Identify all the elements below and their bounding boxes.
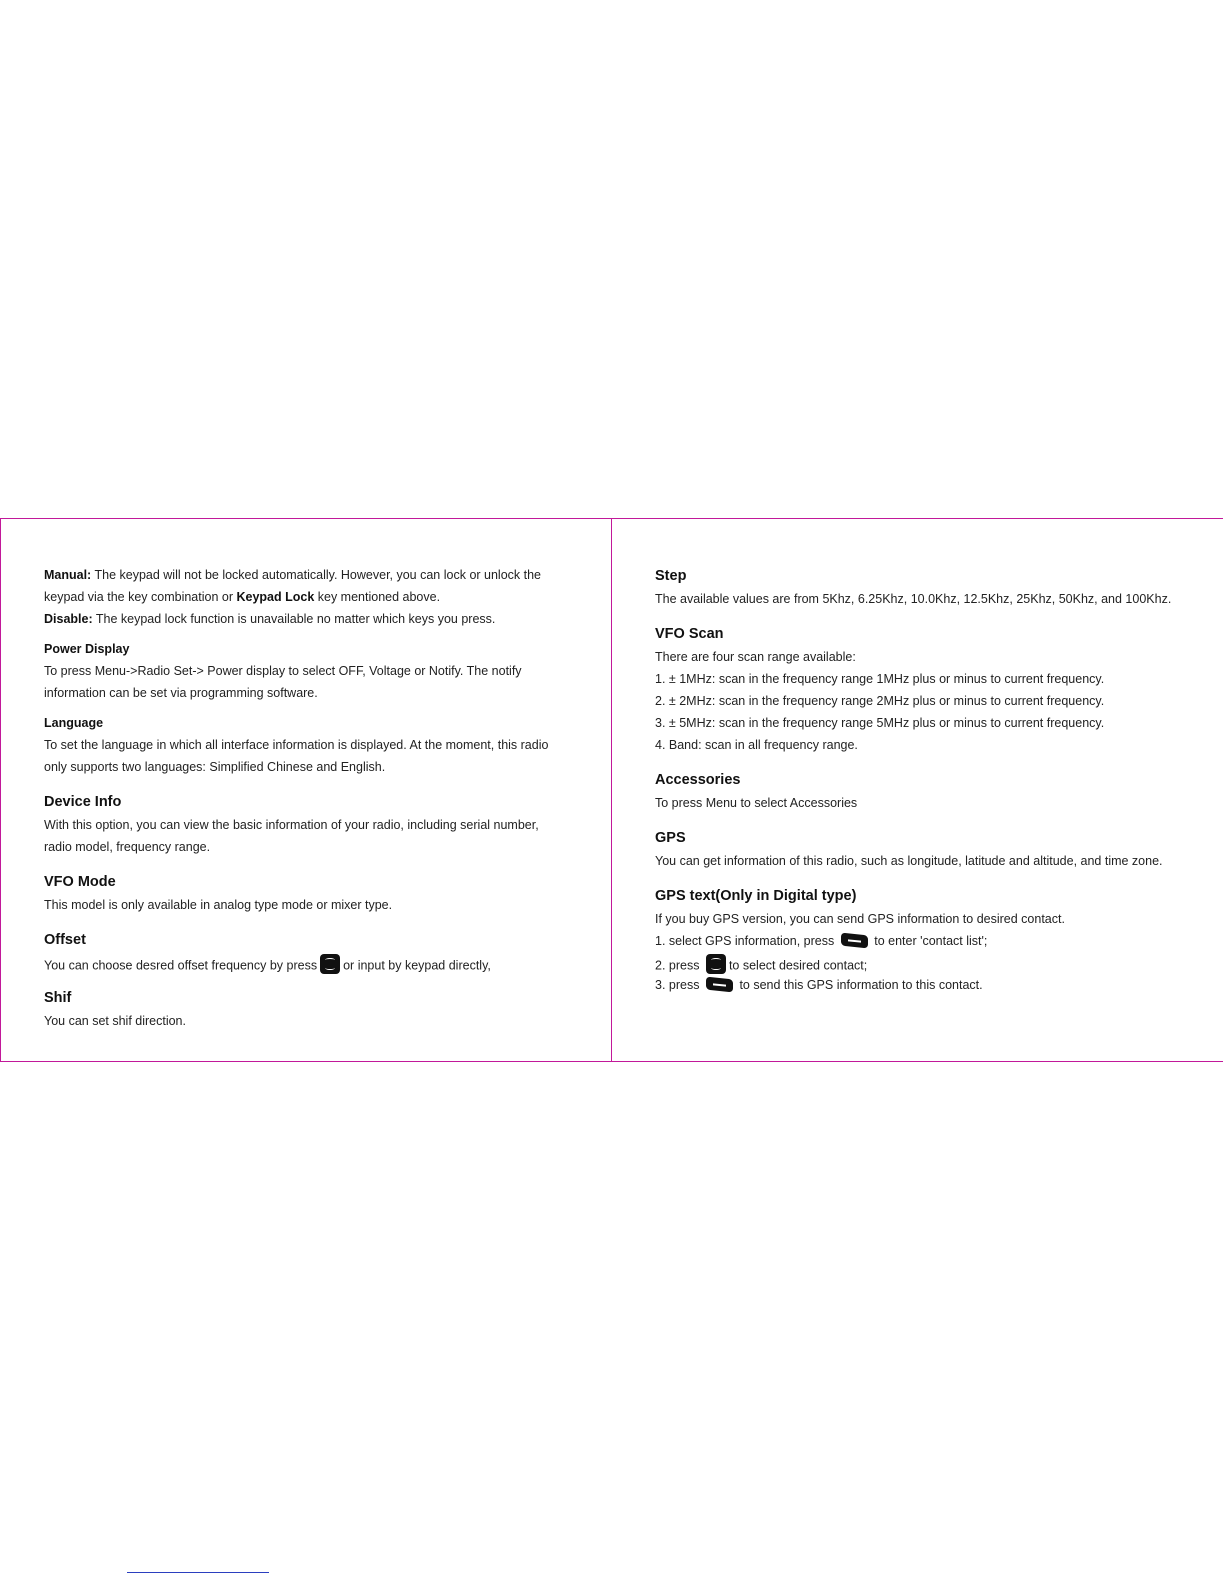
soft-key-icon: [841, 933, 868, 949]
accessories-line-1: To press Menu to select Accessories: [655, 796, 858, 810]
column-divider: [611, 518, 612, 1062]
manual-line-2: keypad via the key combination or Keypad Lock key mentioned above.: [44, 590, 441, 604]
power-display-heading: Power Display: [44, 642, 130, 656]
shif-line-1: You can set shif direction.: [44, 1014, 186, 1028]
soft-key-icon: [706, 977, 733, 993]
language-line-1: To set the language in which all interface information is displayed. At the moment, this radio: [44, 738, 549, 752]
vfo-mode-heading: VFO Mode: [44, 874, 116, 890]
navigation-key-icon: [706, 954, 726, 974]
accessories-heading: Accessories: [655, 772, 741, 788]
manual-line-1: Manual: The keypad will not be locked automatically. However, you can lock or unlock the: [44, 568, 542, 582]
gps-text-heading: GPS text(Only in Digital type): [655, 888, 857, 904]
vfo-scan-item: 2. ± 2MHz: scan in the frequency range 2MHz plus or minus to current frequency.: [655, 694, 1105, 708]
device-info-line-1: With this option, you can view the basic information of your radio, including serial number,: [44, 818, 539, 832]
device-info-heading: Device Info: [44, 794, 122, 810]
offset-heading: Offset: [44, 932, 86, 948]
gps-text-line-1: If you buy GPS version, you can send GPS information to desired contact.: [655, 912, 1065, 926]
vfo-scan-item: 3. ± 5MHz: scan in the frequency range 5MHz plus or minus to current frequency.: [655, 716, 1105, 730]
power-display-line-1: To press Menu->Radio Set-> Power display to select OFF, Voltage or Notify. The notify: [44, 664, 522, 678]
gps-line-1: You can get information of this radio, such as longitude, latitude and altitude, and time zone.: [655, 854, 1163, 868]
device-info-line-2: radio model, frequency range.: [44, 840, 211, 854]
language-line-2: only supports two languages: Simplified Chinese and English.: [44, 760, 386, 774]
step-heading: Step: [655, 568, 687, 584]
gps-text-step-2: 2. press to select desired contact;: [655, 956, 867, 976]
vfo-scan-item: 4. Band: scan in all frequency range.: [655, 738, 858, 752]
offset-line-1: You can choose desred offset frequency by press or input by keypad directly,: [44, 956, 491, 976]
power-display-line-2: information can be set via programming software.: [44, 686, 318, 700]
vfo-mode-line-1: This model is only available in analog type mode or mixer type.: [44, 898, 393, 912]
gps-heading: GPS: [655, 830, 686, 846]
gps-text-step-1: 1. select GPS information, press to enter 'contact list';: [655, 934, 988, 948]
step-line-1: The available values are from 5Khz, 6.25Khz, 10.0Khz, 12.5Khz, 25Khz, 50Khz, and 100Khz.: [655, 592, 1172, 606]
shif-heading: Shif: [44, 990, 72, 1006]
gps-text-step-3: 3. press to send this GPS information to this contact.: [655, 978, 983, 992]
vfo-scan-heading: VFO Scan: [655, 626, 724, 642]
footer-rule: [127, 1572, 269, 1573]
vfo-scan-item: 1. ± 1MHz: scan in the frequency range 1MHz plus or minus to current frequency.: [655, 672, 1105, 686]
vfo-scan-intro: There are four scan range available:: [655, 650, 856, 664]
disable-line: Disable: The keypad lock function is unavailable no matter which keys you press.: [44, 612, 496, 626]
language-heading: Language: [44, 716, 104, 730]
navigation-key-icon: [320, 954, 340, 974]
